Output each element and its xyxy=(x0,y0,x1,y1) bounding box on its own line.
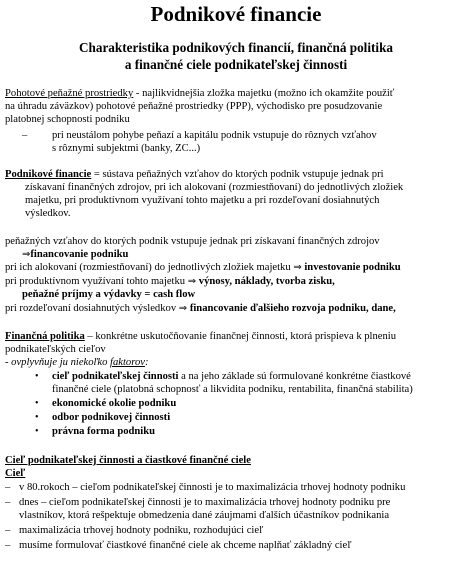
vztahy-line-3 xyxy=(5,262,401,275)
bullet-icon: • xyxy=(35,412,39,423)
pohotove-sub-1: pri neustálom pohybe peňazí a kapitálu podnik vstupuje do rôznych vzťahov xyxy=(52,130,377,141)
page-subtitle xyxy=(0,40,472,73)
dash-icon: – xyxy=(5,497,11,508)
pohotove-line-3: platobnej schopnosti podniku xyxy=(5,114,130,125)
politika-line-3-colon: : xyxy=(144,357,149,368)
politika-term: Finančná politika xyxy=(5,331,85,342)
ciel-subheading: Cieľ xyxy=(5,468,26,479)
ciel-item-1-text: v 80.rokoch – cieľom podnikateľskej činnosti je to maximalizácia trhovej hodnoty podniku xyxy=(19,482,406,493)
ciel-item-2-line-2: vlastníkov, ktorá rešpektuje obmedzenia dané záujmami ďalších účastníkov podnikania xyxy=(19,510,390,521)
pohotove-sub-2: s rôznymi subjektmi (banky, ZC...) xyxy=(52,143,201,154)
financovanie-podniku: financovanie podniku xyxy=(30,249,129,260)
politika-line-1-rest: – konkrétne uskutočňovanie finančnej činnosti, ktorá prispieva k plneniu xyxy=(84,331,397,342)
factor-1-line-2: finančné ciele (platobná schopnosť a likvidita podniku, rentabilita, finančná stabilita) xyxy=(52,384,413,395)
financovanie-rozvoja: financovanie ďalšieho rozvoja podniku, dane, xyxy=(189,303,396,314)
ciel-item-4-text: musíme formulovať čiastkové finančné ciele ak chceme naplňať základný cieľ xyxy=(19,540,352,551)
subtitle-line-1: Charakteristika podnikových financií, finančná politika xyxy=(79,40,393,55)
subtitle-line-2: a finančné ciele podnikateľskej činnosti xyxy=(124,56,348,72)
pohotove-line-1 xyxy=(5,88,394,101)
ciel-item-1 xyxy=(5,482,405,495)
investovanie-podniku: investovanie podniku xyxy=(304,262,401,273)
politika-line-3-text: - ovplyvňuje ju niekoľko xyxy=(5,357,111,368)
ciel-item-3 xyxy=(5,525,263,538)
implies-arrow-icon: ⇒ xyxy=(22,249,31,260)
factor-1-bold: cieľ podnikateľskej činnosti xyxy=(52,371,179,382)
vztahy-line-6 xyxy=(5,303,396,316)
vztahy-line-4 xyxy=(5,276,335,289)
politika-line-1 xyxy=(5,331,396,344)
podnikove-line-3: majetku, pri produktívnom využívaní tohto majetku a pri rozdeľovaní dosiahnutých xyxy=(25,195,380,206)
ciel-item-3-text: maximalizácia trhovej hodnoty podniku, rozhodujúci cieľ xyxy=(19,525,264,536)
faktorov-link: faktorov xyxy=(110,357,145,368)
dash-icon: – xyxy=(5,540,11,551)
implies-arrow-icon: ⇒ xyxy=(187,276,197,287)
vynosy-naklady: výnosy, náklady, tvorba zisku, xyxy=(198,276,335,287)
factor-1 xyxy=(52,371,411,384)
bullet-icon: • xyxy=(35,426,39,437)
pohotove-dash: – xyxy=(22,130,28,141)
bullet-icon: • xyxy=(35,398,39,409)
penazne-prijmy: peňažné príjmy a výdavky = cash flow xyxy=(22,289,196,300)
vztahy-line-3-text: pri ich alokovaní (rozmiestňovaní) do jednotlivých zložiek majetku xyxy=(5,262,294,273)
vztahy-line-1: peňažných vzťahov do ktorých podnik vstupuje jednak pri získavaní finančných zdrojov xyxy=(5,236,380,247)
vztahy-line-2 xyxy=(22,249,128,262)
politika-line-2: podnikateľských cieľov xyxy=(5,344,106,355)
factor-2: ekonomické okolie podniku xyxy=(52,398,177,409)
vztahy-line-6-text: pri rozdeľovaní dosiahnutých výsledkov xyxy=(5,303,179,314)
page-title: Podnikové financie xyxy=(150,2,322,26)
podnikove-line-4: výsledkov. xyxy=(25,208,71,219)
dash-icon: – xyxy=(5,525,11,536)
pohotove-term: Pohotové peňažné prostriedky xyxy=(5,88,134,99)
ciel-heading: Cieľ podnikateľskej činnosti a čiastkové finančné ciele xyxy=(5,455,251,466)
implies-arrow-icon: ⇒ xyxy=(178,303,188,314)
pohotove-line-2: na úhradu záväzkov) pohotové peňažné prostriedky (PPP), východisko pre posudzovanie xyxy=(5,101,383,112)
dash-icon: – xyxy=(5,482,11,493)
ciel-item-4 xyxy=(5,540,352,553)
factor-4: právna forma podniku xyxy=(52,426,156,437)
podnikove-line-1 xyxy=(5,169,384,182)
ciel-item-2-text: dnes – cieľom podnikateľskej činnosti je to maximalizácia trhovej hodnoty podniku pre xyxy=(19,497,391,508)
podnikove-term: Podnikové financie xyxy=(5,169,92,180)
ciel-item-2 xyxy=(5,497,390,510)
factor-3: odbor podnikovej činnosti xyxy=(52,412,171,423)
pohotove-line-1-rest: - najlikvidnejšia zložka majetku (možno ich okamžite použiť xyxy=(133,88,395,99)
vztahy-line-4-text: pri produktívnom využívaní tohto majetku xyxy=(5,276,188,287)
politika-line-3 xyxy=(5,357,149,370)
podnikove-line-2: získavaní finančných zdrojov, pri ich alokovaní (rozmiestňovaní) do jednotlivých zložiek xyxy=(25,182,404,193)
factor-1-rest: a na jeho základe sú formulované konkrétne čiastkové xyxy=(178,371,411,382)
bullet-icon: • xyxy=(35,371,39,382)
implies-arrow-icon: ⇒ xyxy=(293,262,302,273)
podnikove-line-1-rest: = sústava peňažných vzťahov do ktorých podnik vstupuje jednak pri xyxy=(91,169,384,180)
